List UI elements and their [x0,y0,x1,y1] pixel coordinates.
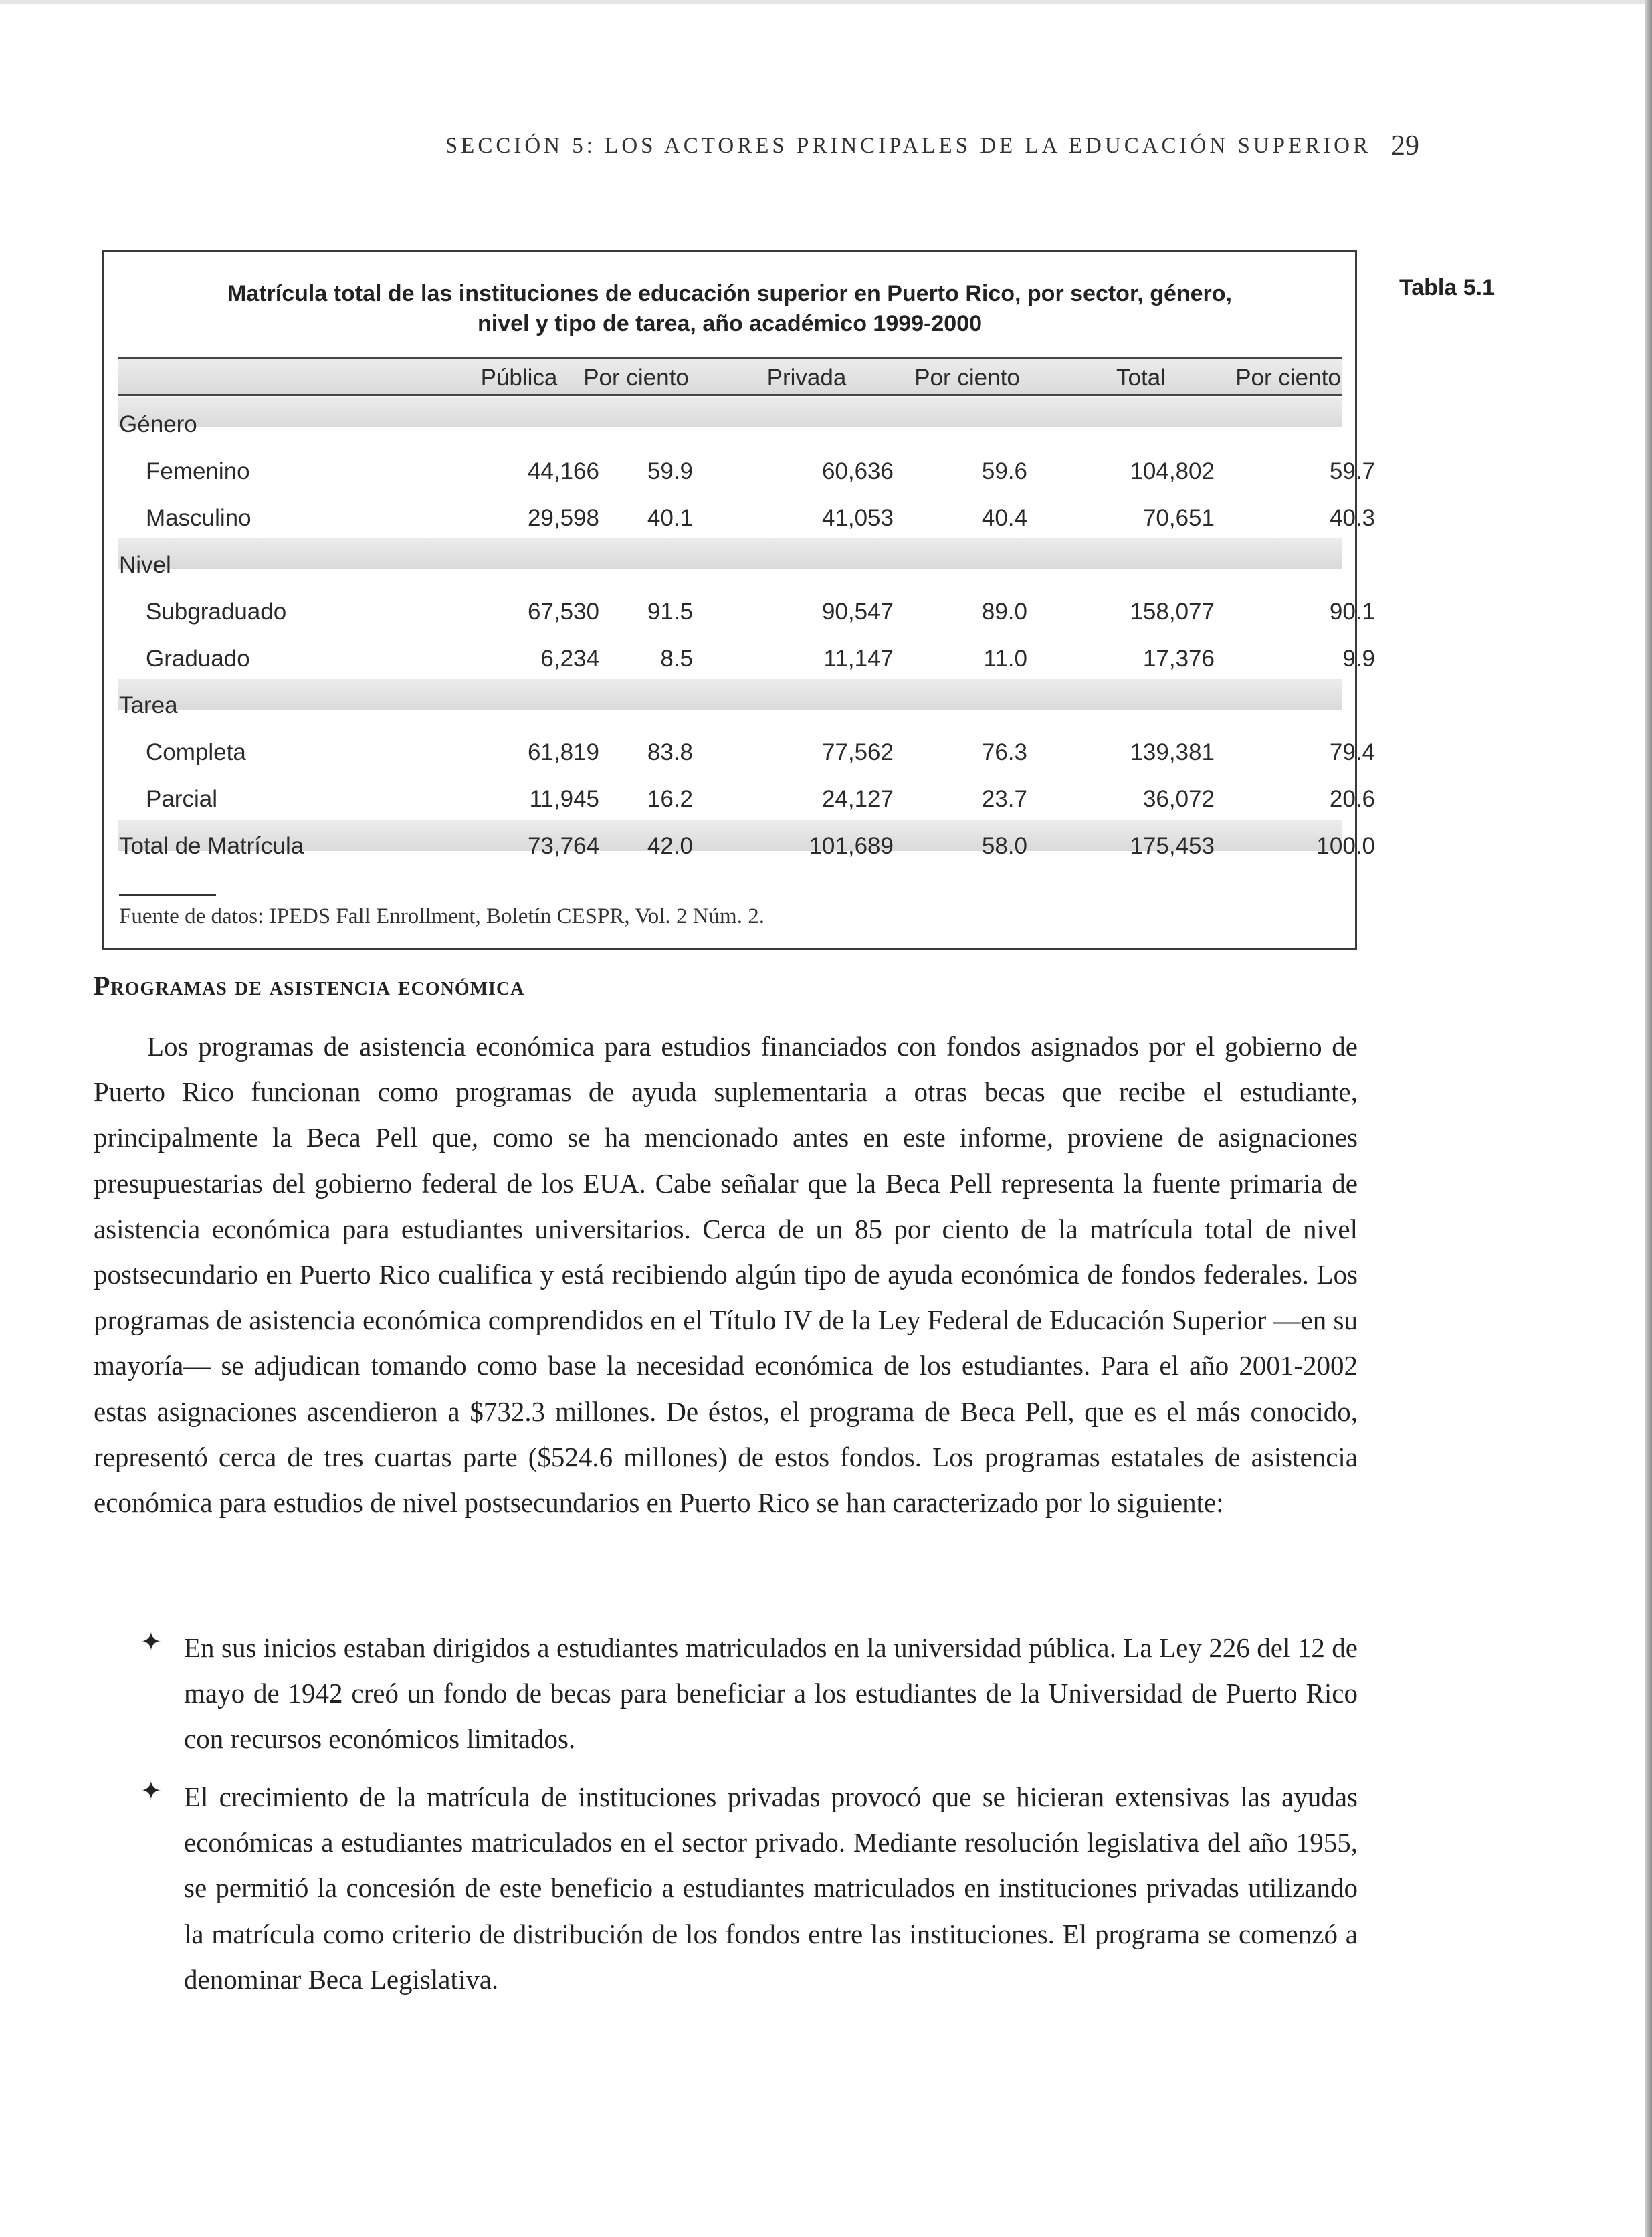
table-cell: 20.6 [1329,786,1375,812]
table-cell: 40.1 [647,505,693,531]
table-cell: 175,453 [1130,833,1215,859]
table-cell: 60,636 [821,458,894,484]
table-cell: 23.7 [981,786,1027,812]
table-cell: 9.9 [1342,646,1375,672]
col-header-por-ciento-1: Por ciento [583,365,689,391]
table-cell: 91.5 [647,599,693,625]
bullet-item: El crecimiento de la matrícula de instituciones privadas provocó que se hicieran extensivas las ayudas económicas a estudiantes matriculados en el sector privado. Mediante resolución legislativa del año 1955, se permitió la concesión de este beneficio a estudiantes matriculados en instituciones privadas utilizando la matrícula como criterio de distribución de los fondos entre las instituciones. El programa se comenzó a denominar Beca Legislativa. [184,1781,1358,1995]
col-header-por-ciento-3: Por ciento [1235,365,1341,391]
table-cell: 11.0 [983,646,1027,672]
body-paragraph: Los programas de asistencia económica para estudios financiados con fondos asignados por el gobierno de Puerto Rico funcionan como programas de ayuda suplementaria a otras becas que recibe el estudiante, principalmente la Beca Pell que, como se ha mencionado antes en este informe, proviene de asignaciones presupuestarias del gobierno federal de los EUA. Cabe señalar que la Beca Pell representa la fuente primaria de asistencia económica para estudiantes universitarios. Cerca de un 85 por ciento de la matrícula total de nivel postsecundario en Puerto Rico cualifica y está recibiendo algún tipo de ayuda económica de fondos federales. Los programas de asistencia económica comprendidos en el Título IV de la Ley Federal de Educación Superior —en su mayoría— se adjudican tomando como base la necesidad económica de los estudiantes. Para el año 2001-2002 estas asignaciones ascendieron a $732.3 millones. De éstos, el programa de Beca Pell, que es el más conocido, representó cerca de tres cuartas parte ($524.6 millones) de estos fondos. Los programas estatales de asistencia económica para estudios de nivel postsecundarios en Puerto Rico se han caracterizado por lo siguiente: [94,1031,1358,1519]
table-cell: 58.0 [981,833,1027,859]
table-row-label: Masculino [146,505,251,531]
table-cell: 59.9 [647,458,693,484]
table-row-label: Nivel [119,552,171,578]
table-cell: 44,166 [527,458,599,484]
table-cell: 90,547 [821,599,894,625]
table-cell: 77,562 [821,739,894,765]
table-cell: 29,598 [527,505,599,531]
table-row-label: Total de Matrícula [119,833,304,859]
table-row-label: Tarea [119,692,178,718]
col-header-privada: Privada [766,365,847,391]
table-cell: 90.1 [1329,599,1375,625]
table-cell: 139,381 [1130,739,1215,765]
table-cell: 70,651 [1142,505,1215,531]
table-cell: 8.5 [660,646,693,672]
row-band-genero [118,397,1342,427]
table-cell: 101,689 [809,833,894,859]
bullet-star-icon: ✦ [140,1777,162,1806]
table-source-note: Fuente de datos: IPEDS Fall Enrollment, Boletín CESPR, Vol. 2 Núm. 2. [119,904,764,929]
table-cell: 40.3 [1329,505,1375,531]
enrollment-table [102,250,1375,950]
table-cell: 61,819 [527,739,599,765]
col-header-total: Total [1116,365,1166,391]
table-cell: 24,127 [821,786,894,812]
table-cell: 83.8 [647,739,693,765]
table-title [104,279,1355,339]
table-cell: 59.6 [981,458,1027,484]
table-cell: 17,376 [1142,646,1215,672]
table-title-line-2: nivel y tipo de tarea, año académico 1999-2000 [477,311,983,336]
bullet-star-icon: ✦ [140,1628,162,1656]
source-rule [119,894,216,896]
table-cell: 11,945 [529,786,599,812]
page-number: 29 [1391,130,1419,161]
row-band-tarea [118,679,1342,710]
table-cell: 42.0 [647,833,693,859]
table-row-label: Completa [146,739,246,765]
section-heading: Programas de asistencia económica [94,971,525,1001]
table-row-label: Femenino [146,458,250,484]
table-cell: 79.4 [1329,739,1375,765]
table-cell: 59.7 [1329,458,1375,484]
table-cell: 16.2 [647,786,693,812]
table-cell: 76.3 [981,739,1027,765]
row-band-nivel [118,538,1342,569]
table-cell: 36,072 [1142,786,1215,812]
table-cell: 104,802 [1130,458,1215,484]
running-head: SECCIÓN 5: LOS ACTORES PRINCIPALES DE LA EDUCACIÓN SUPERIOR [445,134,1371,158]
table-cell: 100.0 [1316,833,1375,859]
table-row-label: Género [119,411,197,437]
table-cell: 6,234 [540,646,599,672]
table-cell: 73,764 [527,833,599,859]
page-top-edge [0,0,1652,4]
table-row-label: Subgraduado [146,599,287,625]
col-header-publica: Pública [480,365,558,391]
table-cell: 89.0 [981,599,1027,625]
col-header-por-ciento-2: Por ciento [914,365,1020,391]
table-cell: 41,053 [821,505,894,531]
bullet-item: En sus inicios estaban dirigidos a estudiantes matriculados en la universidad pública. La Ley 226 del 12 de mayo de 1942 creó un fondo de becas para beneficiar a los estudiantes de la Universidad de Puerto Rico con recursos económicos limitados. [184,1632,1358,1755]
table-row-label: Parcial [146,786,217,812]
table-cell: 158,077 [1130,599,1215,625]
page-right-edge [1645,0,1652,2237]
table-title-line-1: Matrícula total de las instituciones de educación superior en Puerto Rico, por sector, género, [227,281,1232,306]
table-row-label: Graduado [146,646,250,672]
table-cell: 67,530 [527,599,599,625]
table-cell: 11,147 [823,646,894,672]
table-cell: 40.4 [981,505,1027,531]
table-label: Tabla 5.1 [1399,275,1495,300]
